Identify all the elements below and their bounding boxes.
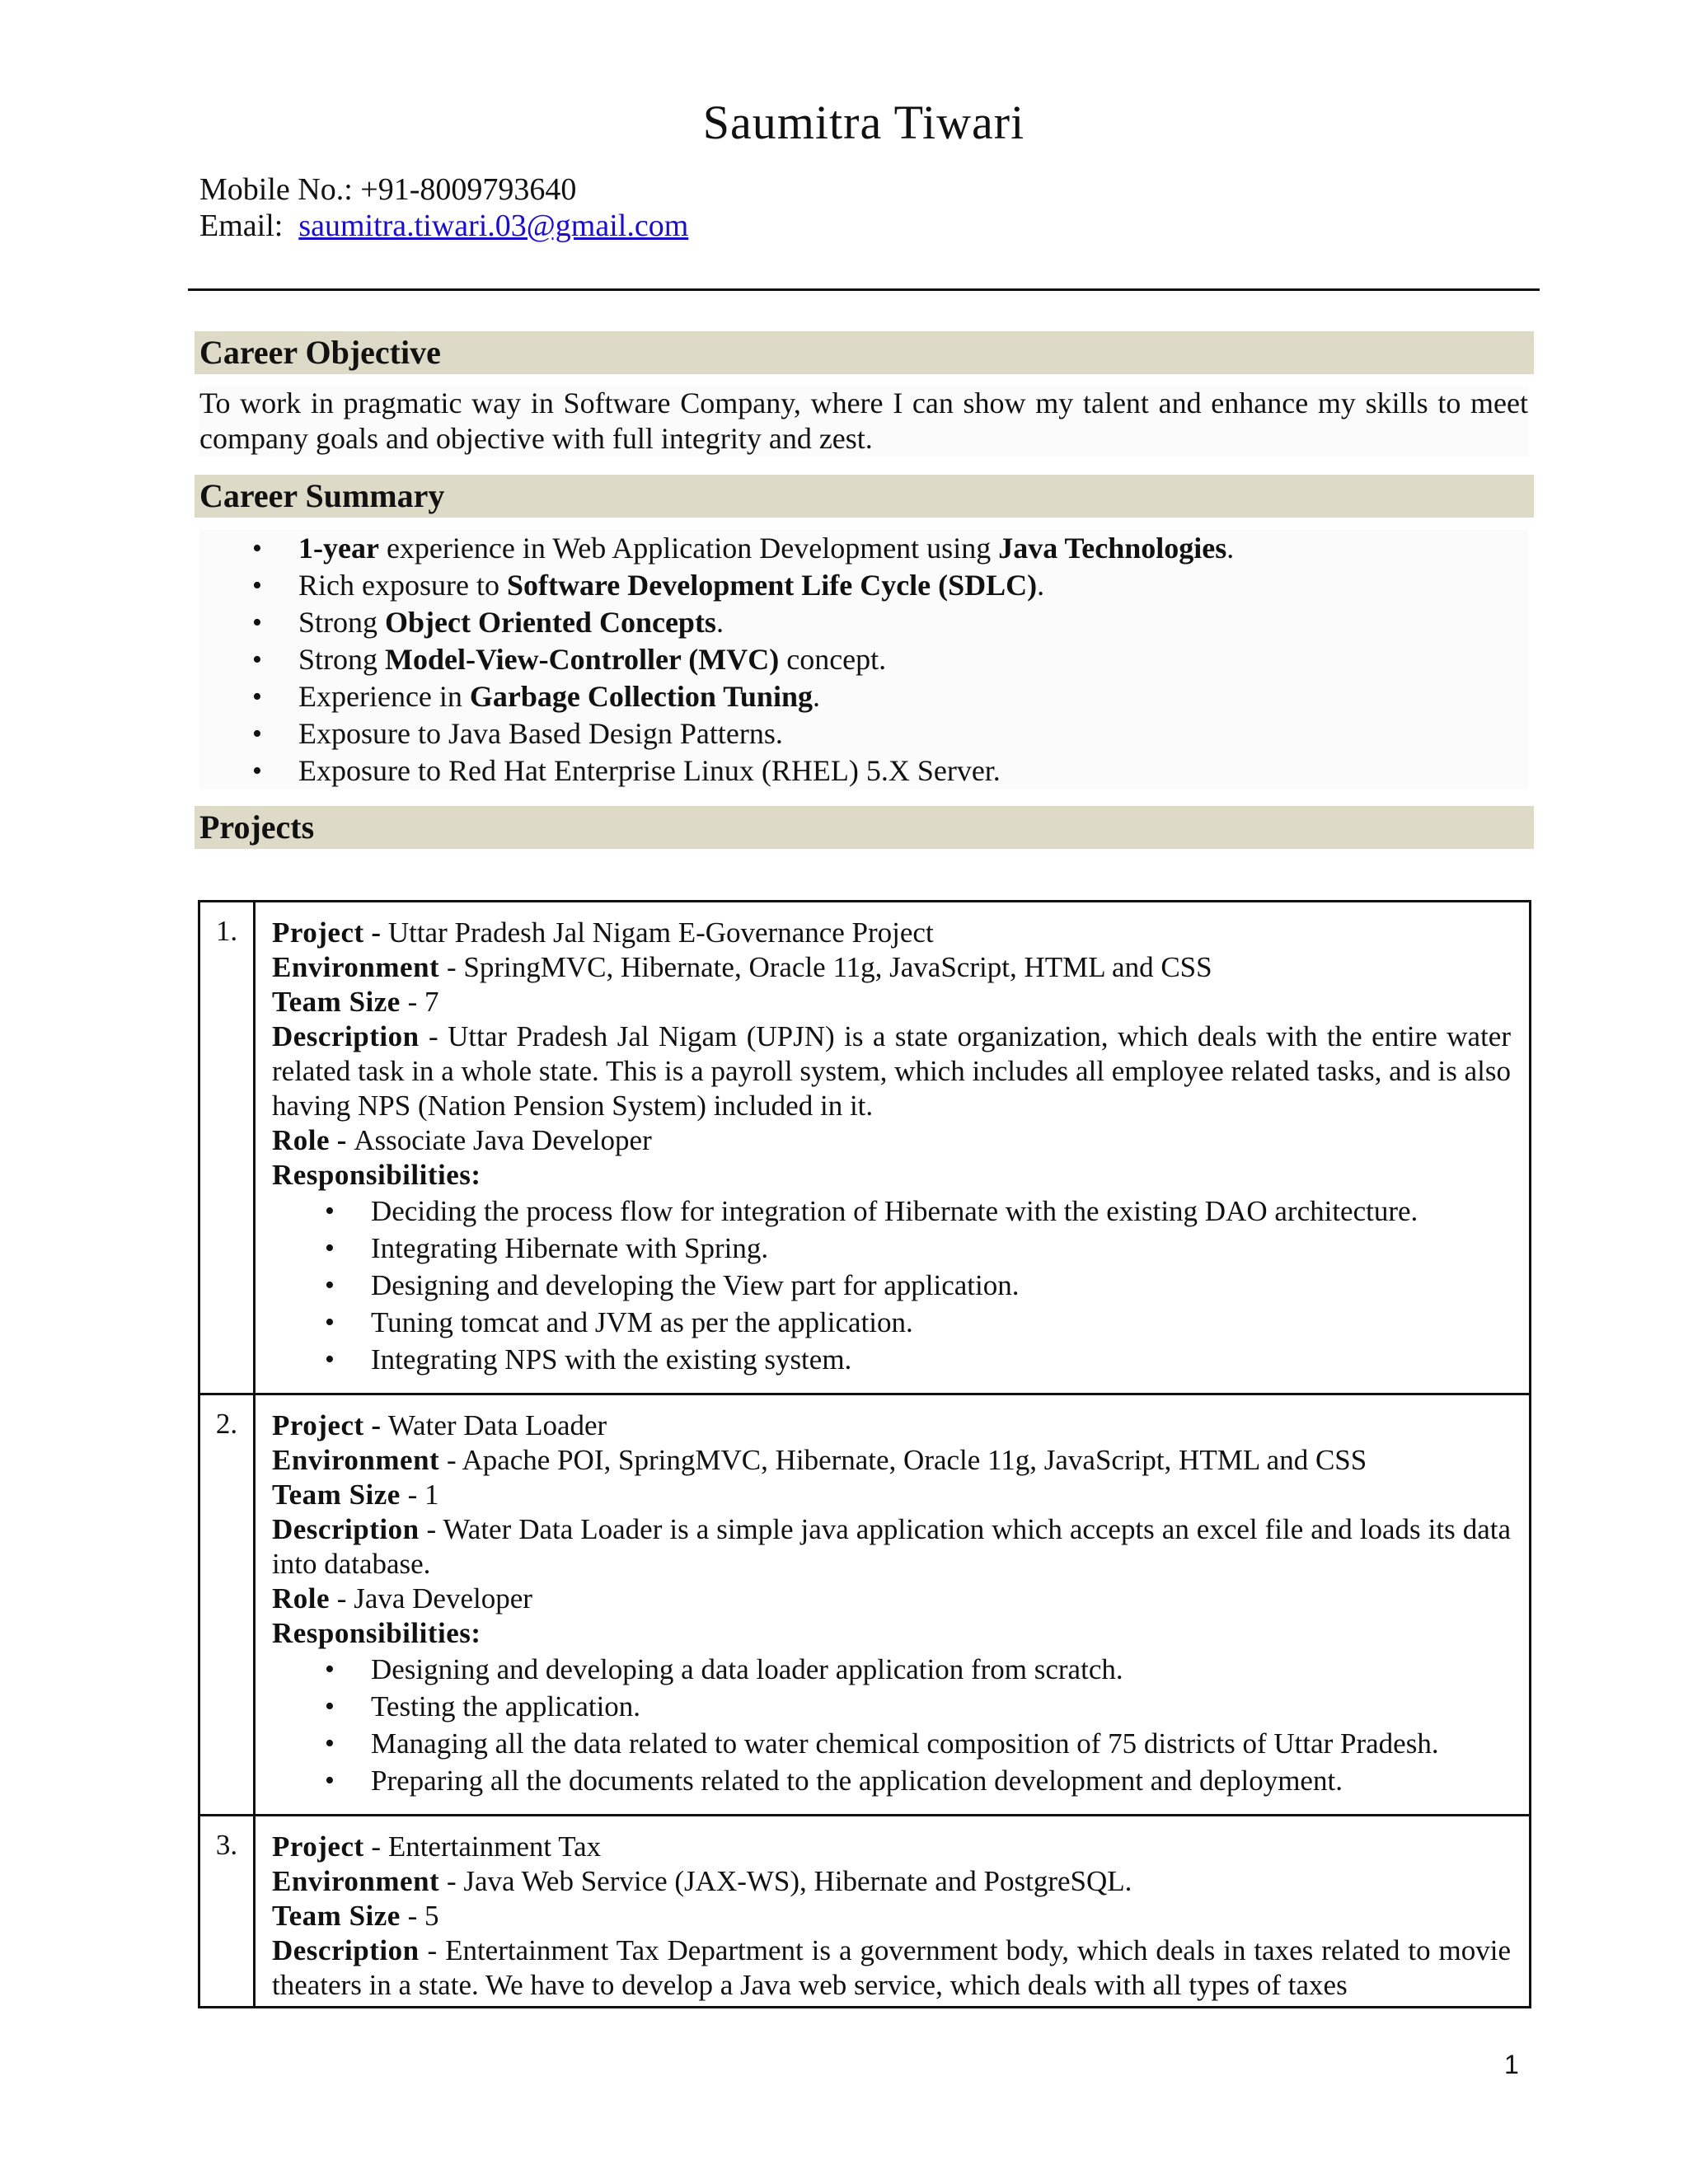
email-label: Email: [199,209,284,243]
responsibilities-label: Responsibilities: [272,1159,481,1191]
table-row [199,902,1531,1394]
list-item: • Preparing all the documents related to the application development and deployment. [272,1762,1511,1799]
project-team-size: 7 [424,986,439,1018]
project-description: Uttar Pradesh Jal Nigam (UPJN) is a state organization, which deals with the entire water related task in a whole state. This is a payroll system, which includes all employee related tasks, and is also having NPS (Nation Pension System) included in it. [272,1020,1511,1122]
list-item: • Strong Model-View-Controller (MVC) concept. [199,641,1528,678]
list-item: • Testing the application. [272,1688,1511,1725]
list-item: • Managing all the data related to water chemical composition of 75 districts of Uttar Pradesh. [272,1725,1511,1762]
project-number: 1. [199,902,255,1394]
career-objective-text: To work in pragmatic way in Software Company, where I can show my talent and enhance my skills to meet company goals and objective with full integrity and zest. [199,387,1528,455]
mobile-number: +91-8009793640 [360,172,577,207]
project-description: Entertainment Tax Department is a government body, which deals in taxes related to movie theaters in a state. We have to develop a Java web service, which deals with all types of taxes [272,1934,1512,2001]
header-divider [188,288,1540,291]
project-name: Entertainment Tax [387,1830,602,1863]
list-item: • Experience in Garbage Collection Tuning. [199,678,1528,715]
responsibilities-list [272,1651,1511,1799]
projects-heading: Projects [195,806,1534,849]
project-team-size: 1 [424,1479,439,1511]
candidate-name: Saumitra Tiwari [702,96,1025,149]
mobile-label: Mobile No.: [199,172,353,207]
list-item: • Integrating Hibernate with Spring. [272,1230,1511,1267]
project-environment: Java Web Service (JAX-WS), Hibernate and PostgreSQL. [463,1865,1132,1897]
list-item: • Rich exposure to Software Development Life Cycle (SDLC). [199,567,1528,604]
list-item: • Designing and developing a data loader application from scratch. [272,1651,1511,1688]
project-details: Project - Entertainment Tax Environment - Java Web Service (JAX-WS), Hibernate and PostgreSQL. Team Size - 5 Description - Entertainment Tax Department is a government body, which deals in taxes related to movie theaters in a state. We have to develop a Java web service, which deals with all types of taxes [255,1816,1531,2008]
project-details: Project - Uttar Pradesh Jal Nigam E-Governance Project Environment - SpringMVC, Hibernate, Oracle 11g, JavaScript, HTML and CSS Team Size - 7 Description - Uttar Pradesh Jal Nigam (UPJN) is a state organization, which deals with the entire water related task in a whole state. This is a payroll system, which includes all employee related tasks, and is also having NPS (Nation Pension System) included in it. Role - Associate Java Developer Responsibilities: • Deciding the process flow for integration of Hibernate with the existing DAO architecture. • Integrating Hibernate with Spring. • Designing and developing the View part for application. • Tuning tomcat and JVM as per the application. • Integrating NPS with the existing system. [255,902,1531,1394]
list-item: • Tuning tomcat and JVM as per the application. [272,1304,1511,1341]
responsibilities-label: Responsibilities: [272,1617,481,1649]
project-environment: SpringMVC, Hibernate, Oracle 11g, JavaScript, HTML and CSS [463,951,1212,983]
list-item: • Integrating NPS with the existing system. [272,1341,1511,1378]
project-number: 3. [199,1816,255,2008]
project-number: 2. [199,1394,255,1816]
career-objective-heading: Career Objective [195,331,1534,374]
mobile-line [199,171,576,208]
list-item: • Deciding the process flow for integration of Hibernate with the existing DAO architecture. [272,1193,1511,1230]
project-name: Water Data Loader [387,1409,607,1441]
table-row [199,1816,1531,2008]
project-name: Uttar Pradesh Jal Nigam E-Governance Project [387,916,934,949]
projects-table [198,900,1531,2008]
page-number: 1 [1504,2050,1519,2079]
email-link[interactable]: saumitra.tiwari.03@gmail.com [298,209,689,243]
project-details: Project - Water Data Loader Environment - Apache POI, SpringMVC, Hibernate, Oracle 11g, JavaScript, HTML and CSS Team Size - 1 Description - Water Data Loader is a simple java application which accepts an excel file and loads its data into database. Role - Java Developer Responsibilities: • Designing and developing a data loader application from scratch. • Testing the application. • Managing all the data related to water chemical composition of 75 districts of Uttar Pradesh. • Preparing all the documents related to the application development and deployment. [255,1394,1531,1816]
list-item: • Exposure to Red Hat Enterprise Linux (RHEL) 5.X Server. [199,752,1528,790]
career-summary-list [199,530,1528,790]
project-environment: Apache POI, SpringMVC, Hibernate, Oracle 11g, JavaScript, HTML and CSS [462,1444,1367,1476]
career-summary-heading: Career Summary [195,475,1534,518]
list-item: • Designing and developing the View part for application. [272,1267,1511,1304]
project-team-size: 5 [424,1900,439,1932]
list-item: • Strong Object Oriented Concepts. [199,604,1528,641]
email-line [199,208,688,244]
project-role: Java Developer [354,1582,532,1615]
responsibilities-list [272,1193,1511,1378]
table-row [199,1394,1531,1816]
project-description: Water Data Loader is a simple java application which accepts an excel file and loads its data into database. [272,1513,1511,1580]
project-role: Associate Java Developer [354,1124,652,1156]
list-item: • Exposure to Java Based Design Patterns. [199,715,1528,752]
list-item: • 1-year experience in Web Application Development using Java Technologies. [199,530,1528,567]
